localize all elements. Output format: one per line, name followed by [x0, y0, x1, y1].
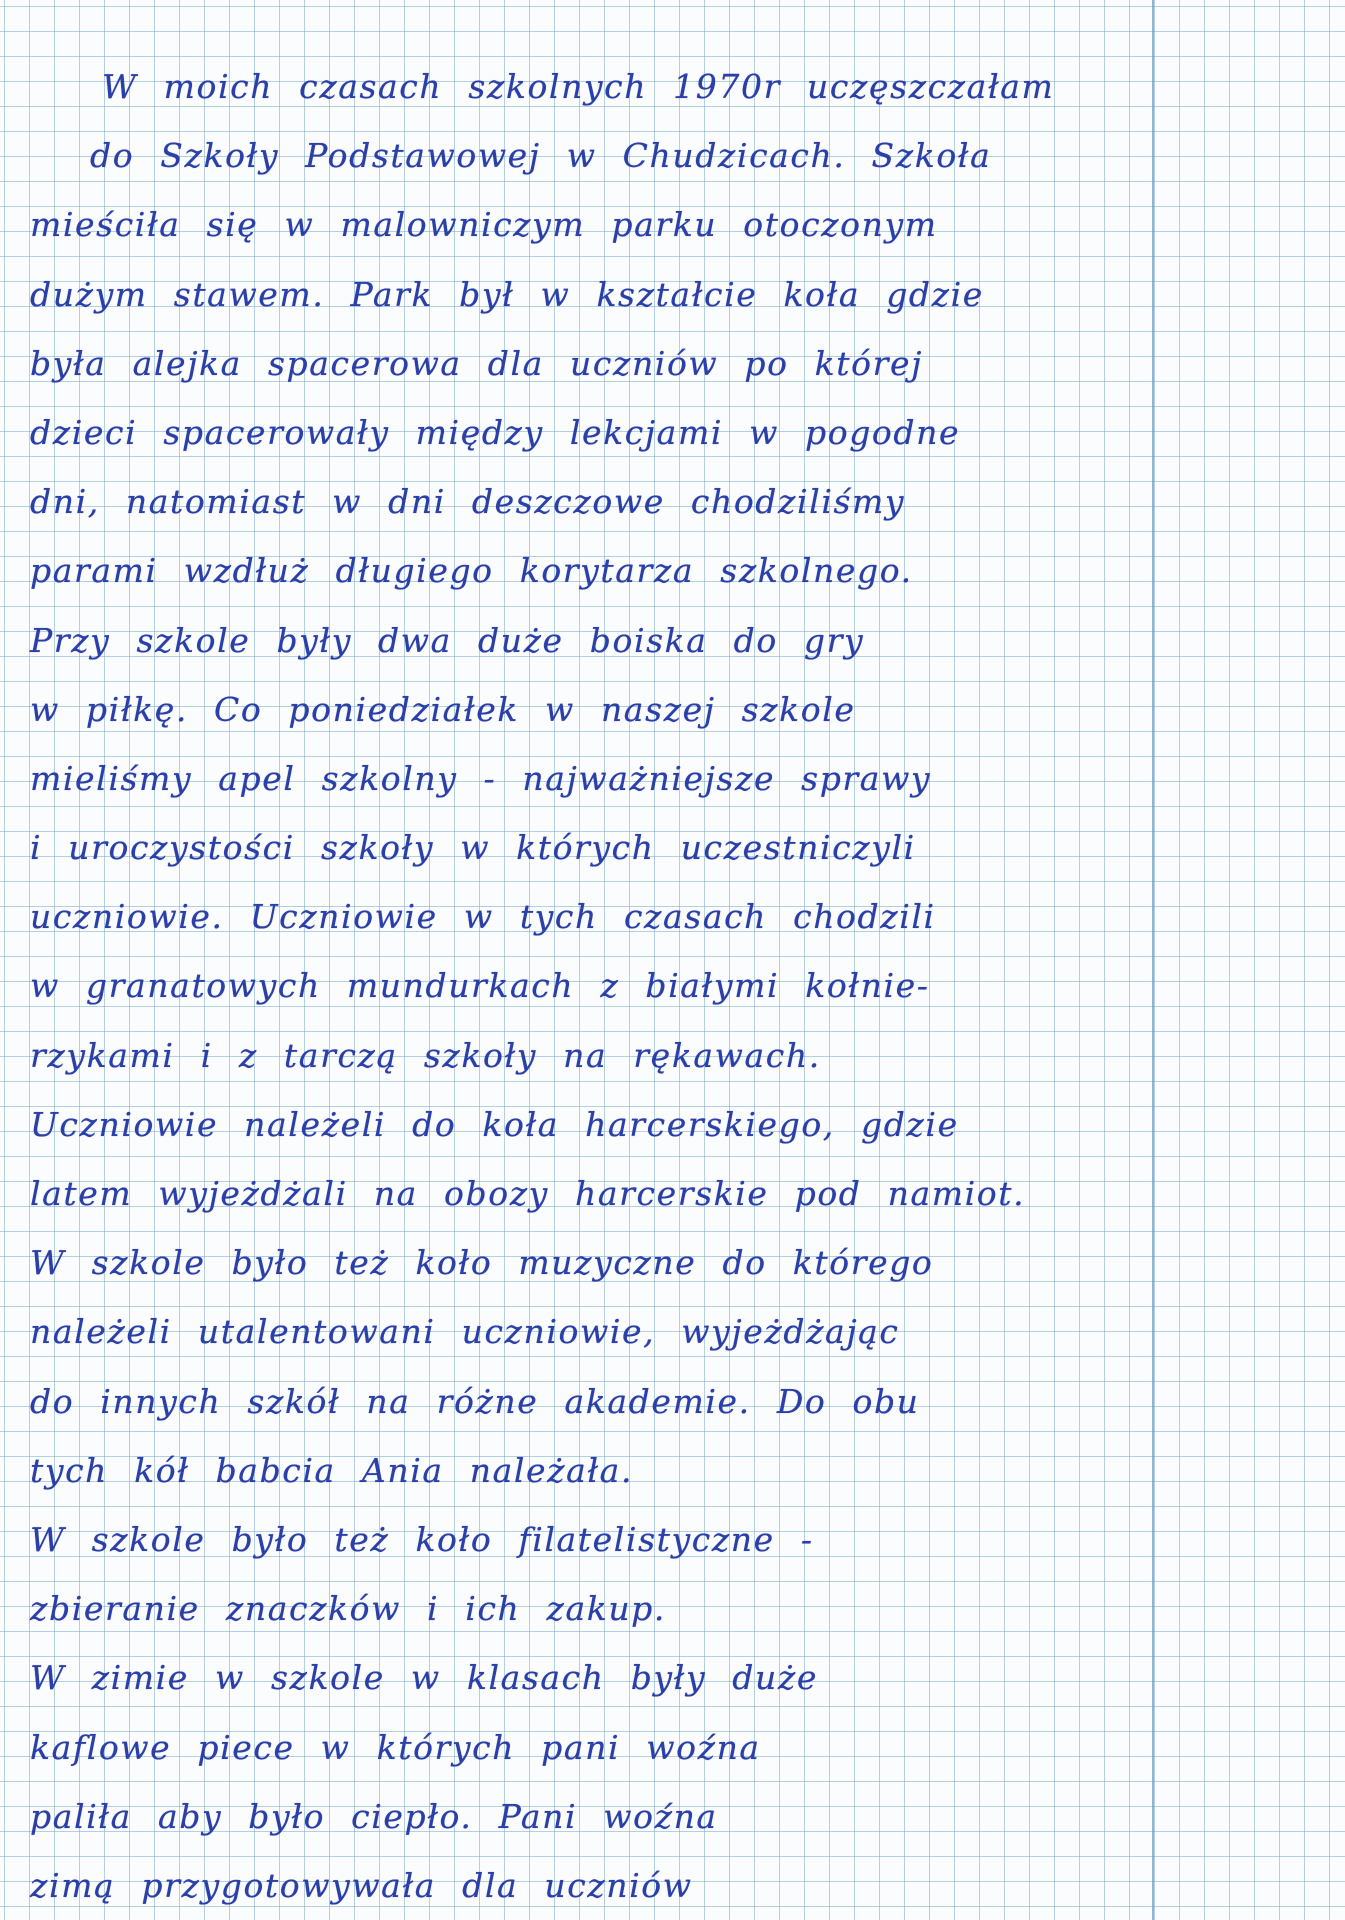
text-line: zimą przygotowywała dla uczniów [30, 1865, 693, 1905]
text-line: W szkole było też koło filatelistyczne - [30, 1519, 814, 1559]
text-line: należeli utalentowani uczniowie, wyjeżdżając [30, 1312, 900, 1352]
text-line: dzieci spacerowały między lekcjami w pogodne [30, 412, 961, 452]
text-line: zbieranie znaczków i ich zakup. [30, 1589, 667, 1629]
text-line: Uczniowie należeli do koła harcerskiego, gdzie [30, 1104, 959, 1144]
text-line: W szkole było też koło muzyczne do którego [30, 1243, 934, 1283]
text-line: paliła aby było ciepło. Pani woźna [30, 1796, 718, 1836]
text-line: latem wyjeżdżali na obozy harcerskie pod namiot. [30, 1174, 1026, 1213]
text-line: parami wzdłuż długiego korytarza szkolnego. [30, 551, 913, 591]
text-line: W zimie w szkole w klasach były duże [30, 1658, 818, 1698]
text-line: dużym stawem. Park był w kształcie koła gdzie [30, 274, 984, 314]
text-line: w granatowych mundurkach z białymi kołnie- [30, 966, 930, 1006]
text-line: kaflowe piece w których pani woźna [30, 1727, 761, 1767]
text-line: tych kół babcia Ania należała. [30, 1450, 634, 1490]
text-line: była alejka spacerowa dla uczniów po której [30, 343, 923, 383]
text-line: mieściła się w malowniczym parku otoczonym [30, 205, 938, 245]
text-line: mieliśmy apel szkolny - najważniejsze sprawy [30, 758, 932, 798]
text-line: Przy szkole były dwa duże boiska do gry [30, 620, 865, 660]
handwritten-text [30, 52, 1170, 1920]
text-line: rzykami i z tarczą szkoły na rękawach. [30, 1035, 821, 1075]
text-line: do Szkoły Podstawowej w Chudzicach. Szkoła [90, 136, 992, 176]
text-line: i uroczystości szkoły w których uczestniczyli [30, 828, 916, 868]
text-line: w piłkę. Co poniedziałek w naszej szkole [30, 689, 856, 729]
text-line: uczniowie. Uczniowie w tych czasach chodzili [30, 897, 936, 937]
text-line: do innych szkół na różne akademie. Do obu [30, 1381, 920, 1421]
text-line: W moich czasach szkolnych 1970r uczęszczałam [102, 67, 1055, 106]
text-line: dni, natomiast w dni deszczowe chodziliśmy [30, 482, 906, 522]
